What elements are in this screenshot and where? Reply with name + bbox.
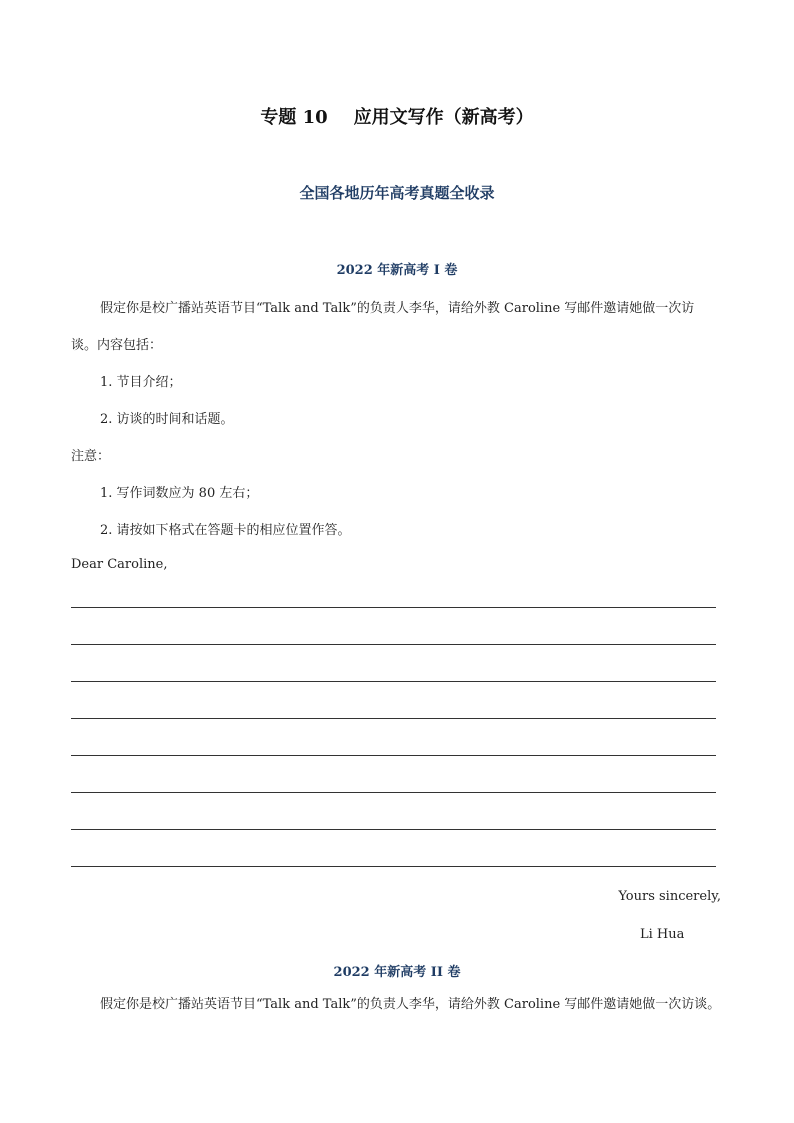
title-topic-number: 专题 10 bbox=[260, 107, 328, 128]
answer-line bbox=[71, 829, 716, 830]
answer-line bbox=[71, 607, 716, 608]
section-heading-2022-1: 2022 年新高考 I 卷 bbox=[336, 263, 458, 278]
note-label: 注意： bbox=[71, 449, 111, 464]
answer-line bbox=[71, 644, 716, 645]
answer-line bbox=[71, 718, 716, 719]
prompt-line-2: 谈。内容包括： bbox=[71, 338, 163, 353]
answer-line bbox=[71, 755, 716, 756]
letter-signature: Li Hua bbox=[640, 927, 685, 942]
answer-line bbox=[71, 681, 716, 682]
page-title bbox=[0, 103, 794, 129]
note-item-1: 1. 写作词数应为 80 左右； bbox=[100, 486, 259, 501]
section-heading-2022-2: 2022 年新高考 II 卷 bbox=[333, 965, 461, 980]
answer-line bbox=[71, 792, 716, 793]
letter-closing: Yours sincerely, bbox=[618, 889, 721, 904]
note-item-2: 2. 请按如下格式在答题卡的相应位置作答。 bbox=[100, 523, 351, 538]
salutation: Dear Caroline, bbox=[71, 557, 168, 572]
prompt2-line-1: 假定你是校广播站英语节目“Talk and Talk”的负责人李华，请给外教 Caroline 写邮件邀请她做一次访谈。 bbox=[100, 997, 721, 1012]
title-topic-name: 应用文写作（新高考） bbox=[353, 107, 534, 128]
content-item-1: 1. 节目介绍； bbox=[100, 375, 182, 390]
prompt-line-1: 假定你是校广播站英语节目“Talk and Talk”的负责人李华，请给外教 Caroline 写邮件邀请她做一次访 bbox=[100, 301, 695, 316]
answer-line bbox=[71, 866, 716, 867]
page-subtitle: 全国各地历年高考真题全收录 bbox=[299, 184, 495, 202]
content-item-2: 2. 访谈的时间和话题。 bbox=[100, 412, 234, 427]
